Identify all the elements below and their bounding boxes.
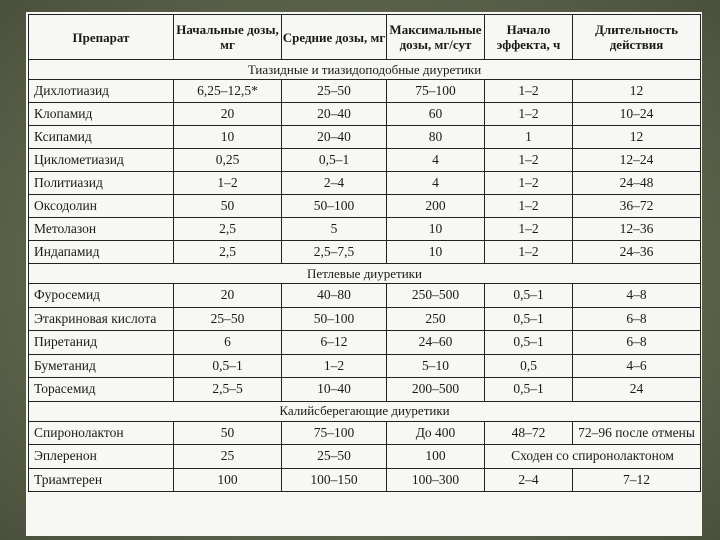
initial-dose: 20 — [174, 103, 282, 126]
duration: 12 — [573, 80, 701, 103]
average-dose: 10–40 — [282, 378, 387, 402]
duration: 24–48 — [573, 172, 701, 195]
max-dose: До 400 — [387, 421, 485, 445]
table-row — [29, 172, 701, 195]
table-row — [29, 354, 701, 378]
duration: 7–12 — [573, 468, 701, 492]
max-dose: 4 — [387, 149, 485, 172]
header-duration: Длительность действия — [573, 15, 701, 60]
table-row — [29, 195, 701, 218]
duration: 4–6 — [573, 354, 701, 378]
onset: 0,5–1 — [485, 331, 573, 355]
drug-name: Спиронолактон — [29, 421, 174, 445]
initial-dose: 25 — [174, 445, 282, 469]
average-dose: 2–4 — [282, 172, 387, 195]
max-dose: 200 — [387, 195, 485, 218]
max-dose: 100–300 — [387, 468, 485, 492]
table-row — [29, 468, 701, 492]
onset: 1–2 — [485, 241, 573, 264]
drug-name: Триамтерен — [29, 468, 174, 492]
onset: 1–2 — [485, 103, 573, 126]
drug-name: Буметанид — [29, 354, 174, 378]
max-dose: 10 — [387, 241, 485, 264]
duration: 12–36 — [573, 218, 701, 241]
max-dose: 200–500 — [387, 378, 485, 402]
table-row — [29, 284, 701, 308]
drug-name: Метолазон — [29, 218, 174, 241]
table-row — [29, 80, 701, 103]
max-dose: 24–60 — [387, 331, 485, 355]
max-dose: 5–10 — [387, 354, 485, 378]
duration: 72–96 после отмены — [573, 421, 701, 445]
max-dose: 75–100 — [387, 80, 485, 103]
onset: 48–72 — [485, 421, 573, 445]
drug-name: Торасемид — [29, 378, 174, 402]
drug-name: Политиазид — [29, 172, 174, 195]
average-dose: 75–100 — [282, 421, 387, 445]
table-row — [29, 126, 701, 149]
onset-duration-merged: Сходен со спиронолактоном — [485, 445, 701, 469]
table-row — [29, 445, 701, 469]
initial-dose: 50 — [174, 421, 282, 445]
max-dose: 100 — [387, 445, 485, 469]
drug-name: Циклометиазид — [29, 149, 174, 172]
table-row — [29, 331, 701, 355]
drug-name: Этакриновая кислота — [29, 307, 174, 331]
initial-dose: 20 — [174, 284, 282, 308]
drug-name: Клопамид — [29, 103, 174, 126]
initial-dose: 0,25 — [174, 149, 282, 172]
duration: 10–24 — [573, 103, 701, 126]
drug-name: Индапамид — [29, 241, 174, 264]
onset: 0,5–1 — [485, 307, 573, 331]
average-dose: 0,5–1 — [282, 149, 387, 172]
onset: 0,5 — [485, 354, 573, 378]
duration: 24–36 — [573, 241, 701, 264]
section-title: Петлевые диуретики — [29, 264, 701, 284]
average-dose: 5 — [282, 218, 387, 241]
table-row — [29, 103, 701, 126]
initial-dose: 2,5 — [174, 218, 282, 241]
table-row — [29, 378, 701, 402]
table-row — [29, 421, 701, 445]
table-row — [29, 218, 701, 241]
duration: 36–72 — [573, 195, 701, 218]
average-dose: 1–2 — [282, 354, 387, 378]
duration: 24 — [573, 378, 701, 402]
duration: 6–8 — [573, 307, 701, 331]
drug-name: Ксипамид — [29, 126, 174, 149]
table-row — [29, 241, 701, 264]
max-dose: 60 — [387, 103, 485, 126]
diuretics-table — [28, 14, 701, 492]
average-dose: 20–40 — [282, 103, 387, 126]
onset: 1 — [485, 126, 573, 149]
section-title: Тиазидные и тиазидоподобные диуретики — [29, 60, 701, 80]
section-header — [29, 401, 701, 421]
onset: 1–2 — [485, 172, 573, 195]
drug-name: Оксодолин — [29, 195, 174, 218]
onset: 1–2 — [485, 218, 573, 241]
initial-dose: 0,5–1 — [174, 354, 282, 378]
drug-name: Фуросемид — [29, 284, 174, 308]
onset: 1–2 — [485, 149, 573, 172]
initial-dose: 1–2 — [174, 172, 282, 195]
section-header — [29, 60, 701, 80]
max-dose: 10 — [387, 218, 485, 241]
max-dose: 80 — [387, 126, 485, 149]
header-onset: Начало эффекта, ч — [485, 15, 573, 60]
initial-dose: 6 — [174, 331, 282, 355]
duration: 4–8 — [573, 284, 701, 308]
max-dose: 4 — [387, 172, 485, 195]
header-average-dose: Средние дозы, мг — [282, 15, 387, 60]
table-row — [29, 149, 701, 172]
initial-dose: 25–50 — [174, 307, 282, 331]
initial-dose: 10 — [174, 126, 282, 149]
average-dose: 25–50 — [282, 80, 387, 103]
drug-name: Эплеренон — [29, 445, 174, 469]
average-dose: 6–12 — [282, 331, 387, 355]
initial-dose: 2,5–5 — [174, 378, 282, 402]
drug-name: Пиретанид — [29, 331, 174, 355]
average-dose: 25–50 — [282, 445, 387, 469]
onset: 1–2 — [485, 195, 573, 218]
max-dose: 250 — [387, 307, 485, 331]
initial-dose: 2,5 — [174, 241, 282, 264]
onset: 2–4 — [485, 468, 573, 492]
initial-dose: 50 — [174, 195, 282, 218]
header-max-dose: Максимальные дозы, мг/сут — [387, 15, 485, 60]
average-dose: 50–100 — [282, 307, 387, 331]
header-initial-dose: Начальные дозы, мг — [174, 15, 282, 60]
onset: 0,5–1 — [485, 378, 573, 402]
onset: 1–2 — [485, 80, 573, 103]
average-dose: 20–40 — [282, 126, 387, 149]
duration: 12 — [573, 126, 701, 149]
section-header — [29, 264, 701, 284]
average-dose: 40–80 — [282, 284, 387, 308]
average-dose: 50–100 — [282, 195, 387, 218]
max-dose: 250–500 — [387, 284, 485, 308]
duration: 6–8 — [573, 331, 701, 355]
header-drug: Препарат — [29, 15, 174, 60]
section-title: Калийсберегающие диуретики — [29, 401, 701, 421]
average-dose: 100–150 — [282, 468, 387, 492]
drug-name: Дихлотиазид — [29, 80, 174, 103]
onset: 0,5–1 — [485, 284, 573, 308]
initial-dose: 100 — [174, 468, 282, 492]
average-dose: 2,5–7,5 — [282, 241, 387, 264]
duration: 12–24 — [573, 149, 701, 172]
initial-dose: 6,25–12,5* — [174, 80, 282, 103]
table-row — [29, 307, 701, 331]
header-row — [29, 15, 701, 60]
